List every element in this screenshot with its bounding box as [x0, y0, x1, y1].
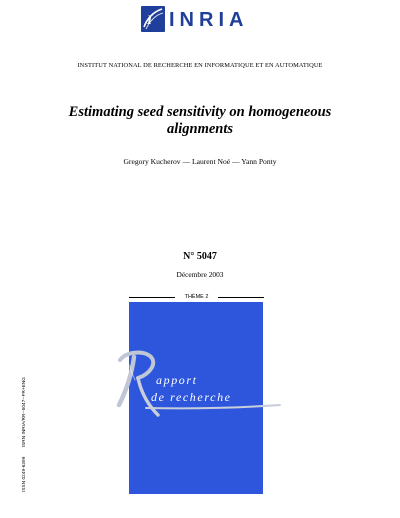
big-r-glyph: [119, 353, 280, 415]
issn-number: ISSN 0249-6399: [21, 456, 26, 492]
theme-label: THÈME 2: [184, 294, 209, 300]
isrn-number: ISRN INRIA/RR--5047--FR+ENG: [21, 377, 26, 448]
svg-text:I: I: [147, 12, 153, 27]
recherche-text: de recherche: [151, 390, 232, 404]
report-number: N° 5047: [183, 251, 217, 262]
institute-name: INSTITUT NATIONAL DE RECHERCHE EN INFORMATIQUE ET EN AUTOMATIQUE: [77, 62, 323, 69]
report-date: Décembre 2003: [176, 270, 224, 279]
authors: Gregory Kucherov — Laurent Noé — Yann Ponty: [123, 157, 277, 166]
rapport-text: apport: [156, 373, 198, 387]
logo-text: INRIA: [169, 9, 249, 31]
report-title: Estimating seed sensitivity on homogeneous alignments: [68, 104, 332, 137]
issn-vertical-text: [21, 377, 27, 492]
